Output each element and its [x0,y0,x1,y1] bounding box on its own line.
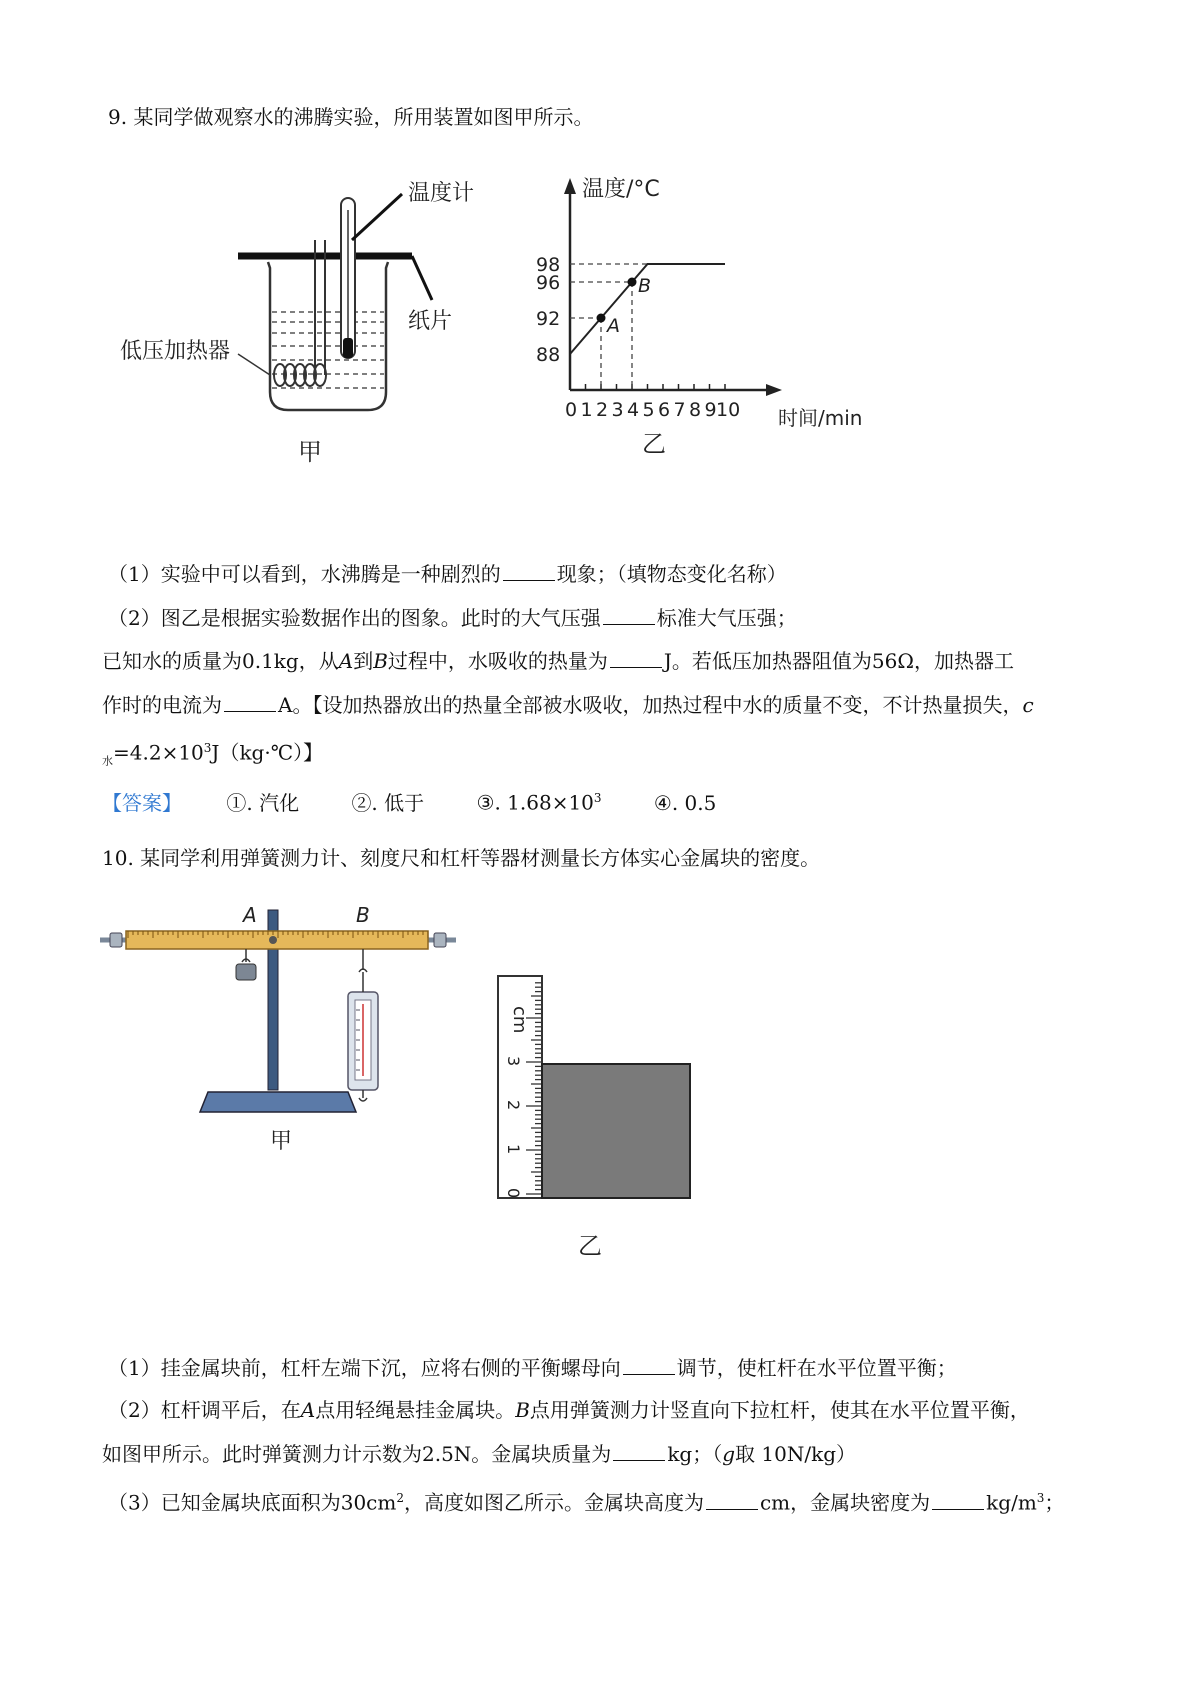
x-tick-label: 9 [704,399,717,421]
chart-xlabel: 时间/min [778,406,863,430]
q9-part2-line3 [102,692,1034,718]
lever-label-b: B [356,903,370,927]
x-tick-label: 0 [565,399,578,421]
data-point [628,278,637,287]
figure-caption-jia: 甲 [298,438,322,466]
text: 作时的电流为 [102,693,222,717]
chart-ylabel: 温度/°C [582,177,660,202]
figure-caption-yi: 乙 [642,430,666,458]
var-g: g [722,1442,736,1466]
data-point [597,314,606,323]
text: 如图甲所示。此时弹簧测力计示数为2.5N。金属块质量为 [102,1442,612,1466]
text: J（kg·℃）】 [211,740,324,765]
q9-stem: 9. 某同学做观察水的沸腾实验，所用装置如图甲所示。 [108,105,594,129]
blank [224,693,276,712]
ruler-label: 0 [504,1188,523,1199]
q10-part2 [108,1397,1030,1423]
y-tick-label: 98 [536,254,561,276]
answer-4: ④. 0.5 [653,790,717,815]
var-c: c [1022,693,1034,717]
answer-3 [477,785,602,816]
answer-2: ②. 低于 [351,790,425,815]
metal-block [542,1064,690,1198]
blank [932,1491,984,1510]
q9-answer [102,785,762,816]
q9-part2-line2 [102,648,1014,674]
text: A。【设加热器放出的热量全部被水吸收，加热过程中水的质量不变，不计热量损失， [278,693,1023,717]
x-tick-label: 7 [673,399,686,421]
x-tick-label: 4 [627,399,640,421]
q10-stem: 10. 某同学利用弹簧测力计、刻度尺和杠杆等器材测量长方体实心金属块的密度。 [102,846,821,870]
blank [610,649,662,668]
ruler-label: 2 [504,1100,523,1111]
q10-part1 [108,1355,957,1381]
q9-figure-jia [120,170,500,500]
answer-3-text: ③. 1.68×10 [476,790,594,815]
point-label: B [638,275,652,297]
y-tick-label: 96 [536,272,561,294]
blank [623,1356,675,1375]
thermometer-label: 温度计 [408,181,475,206]
text: 调节，使杠杆在水平位置平衡； [676,1356,957,1380]
text: J。若低压加热器阻值为56Ω，加热器工 [663,649,1014,673]
text: 过程中，水吸收的热量为 [387,649,608,673]
q10-figure-yi [496,972,716,1262]
y-tick-label: 92 [536,308,561,330]
x-tick-label: 10 [716,399,741,421]
x-tick-label: 5 [642,399,655,421]
x-tick-label: 3 [611,399,624,421]
var-b: B [373,649,388,673]
figure-caption-yi-2: 乙 [578,1232,602,1260]
x-axis-arrow [766,384,782,396]
lever-label-a: A [243,903,257,927]
q9-part2-text: （2）图乙是根据实验数据作出的图象。此时的大气压强 [108,606,601,630]
q9-part2 [108,605,797,631]
text: 点用弹簧测力计竖直向下拉杠杆，使其在水平位置平衡， [529,1398,1030,1422]
superscript: 3 [593,791,602,805]
text: ，高度如图乙所示。金属块高度为 [403,1490,704,1515]
superscript: 3 [1036,1491,1045,1505]
ruler-unit: cm [509,1006,530,1034]
q9-part1 [108,561,787,587]
q9-part2-line4 [102,735,323,775]
blank [706,1491,758,1510]
var-b: B [515,1398,530,1422]
figure-caption-jia-2: 甲 [270,1129,293,1154]
text: =4.2×10 [113,740,204,765]
q9-part1-text-post: 现象；（填物态变化名称） [556,562,787,586]
text: （1）挂金属块前，杠杆左端下沉，应将右侧的平衡螺母向 [108,1356,621,1380]
q9-part1-text: （1）实验中可以看到，水沸腾是一种剧烈的 [108,562,501,586]
q10-part2-line2 [102,1441,856,1467]
text: 点用轻绳悬挂金属块。 [315,1398,516,1422]
var-a: A [300,1398,316,1422]
text: 到 [353,649,374,673]
ruler-label: 1 [504,1144,523,1155]
superscript: 2 [396,1491,404,1505]
x-tick-label: 6 [658,399,671,421]
y-axis-arrow [564,178,576,194]
q10-part3 [108,1485,1064,1516]
blank [503,562,555,581]
paper-label: 纸片 [408,309,453,334]
var-a: A [338,649,354,673]
text: ； [1044,1490,1065,1515]
blank [603,606,655,625]
point-label: A [607,315,620,337]
text: 取 10N/kg） [735,1442,857,1466]
q9-temperature-chart [510,170,890,500]
q9-part2-text-post: 标准大气压强； [656,606,797,630]
ruler-label: 3 [504,1056,523,1067]
blank [613,1442,665,1461]
q10-figure-jia [98,900,468,1160]
answer-tag: 【答案】 [102,790,182,815]
text: 已知水的质量为0.1kg，从 [102,649,339,673]
text: kg；（ [667,1442,723,1466]
heater-label: 低压加热器 [120,339,231,364]
text: cm，金属块密度为 [759,1490,931,1515]
text: （3）已知金属块底面积为30cm [108,1490,397,1515]
text: （2）杠杆调平后，在 [108,1398,301,1422]
subscript: 水 [102,754,113,768]
x-tick-label: 1 [580,399,593,421]
text: kg/m [986,1490,1037,1515]
superscript: 3 [203,741,212,755]
x-tick-label: 2 [596,399,609,421]
y-tick-label: 88 [536,344,561,366]
answer-1: ①. 汽化 [226,790,300,815]
x-tick-label: 8 [689,399,702,421]
